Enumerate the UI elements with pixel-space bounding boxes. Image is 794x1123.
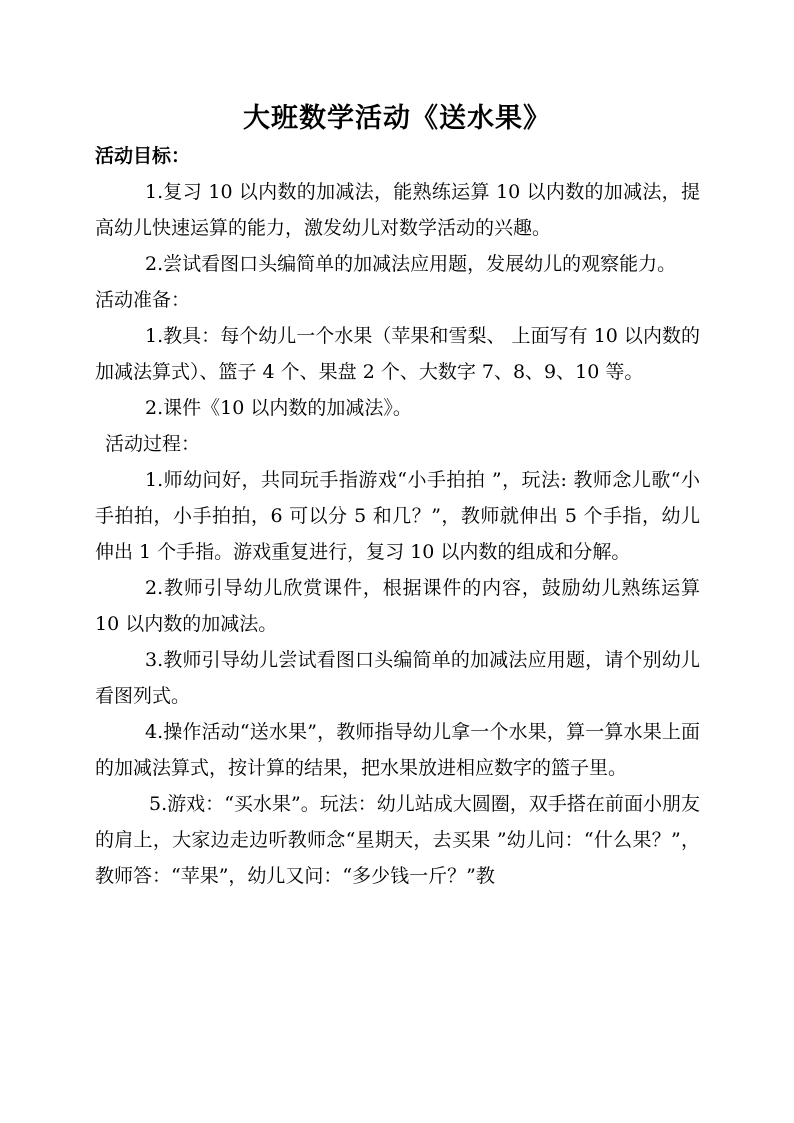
process-item-5: 5.游戏：“买水果”。玩法：幼儿站成大圆圈，双手搭在前面小朋友的肩上，大家边走边听教师念“星期天，去买果 ”幼儿问：“什么果？”，教师答：“苹果”，幼儿又问：“多少钱一斤？”教 bbox=[95, 793, 700, 887]
section-heading-goals: 活动目标： bbox=[95, 145, 191, 167]
goal-item-1: 1.复习 10 以内数的加减法，能熟练运算 10 以内数的加减法，提高幼儿快速运算的能力，激发幼儿对数学活动的兴趣。 bbox=[95, 181, 700, 239]
preparation-item-1: 1.教具：每个幼儿一个水果（苹果和雪梨、 上面写有 10 以内数的加减法算式）、篮子 4 个、果盘 2 个、大数字 7、8、9、10 等。 bbox=[95, 325, 700, 383]
section-heading-process: 活动过程： bbox=[105, 433, 201, 455]
process-item-2: 2.教师引导幼儿欣赏课件，根据课件的内容，鼓励幼儿熟练运算 10 以内数的加减法。 bbox=[95, 577, 700, 635]
preparation-item-2: 2.课件《10 以内数的加减法》。 bbox=[145, 397, 412, 419]
goal-item-2: 2.尝试看图口头编简单的加减法应用题，发展幼儿的观察能力。 bbox=[145, 253, 677, 275]
document-body bbox=[95, 138, 700, 894]
document-title: 大班数学活动《送水果》 bbox=[243, 103, 551, 134]
section-heading-preparation: 活动准备： bbox=[95, 289, 191, 311]
process-item-4: 4.操作活动“送水果”，教师指导幼儿拿一个水果，算一算水果上面的加减法算式，按计算的结果，把水果放进相应数字的篮子里。 bbox=[95, 721, 700, 779]
process-item-3: 3.教师引导幼儿尝试看图口头编简单的加减法应用题，请个别幼儿看图列式。 bbox=[95, 649, 700, 707]
process-item-1: 1.师幼问好，共同玩手指游戏“小手拍拍 ”，玩法: 教师念儿歌“小手拍拍，小手拍拍，6 可以分 5 和几？”，教师就伸出 5 个手指，幼儿伸出 1 个手指。游戏重复进行，复习 10 以内数的组成和分解。 bbox=[95, 469, 700, 563]
